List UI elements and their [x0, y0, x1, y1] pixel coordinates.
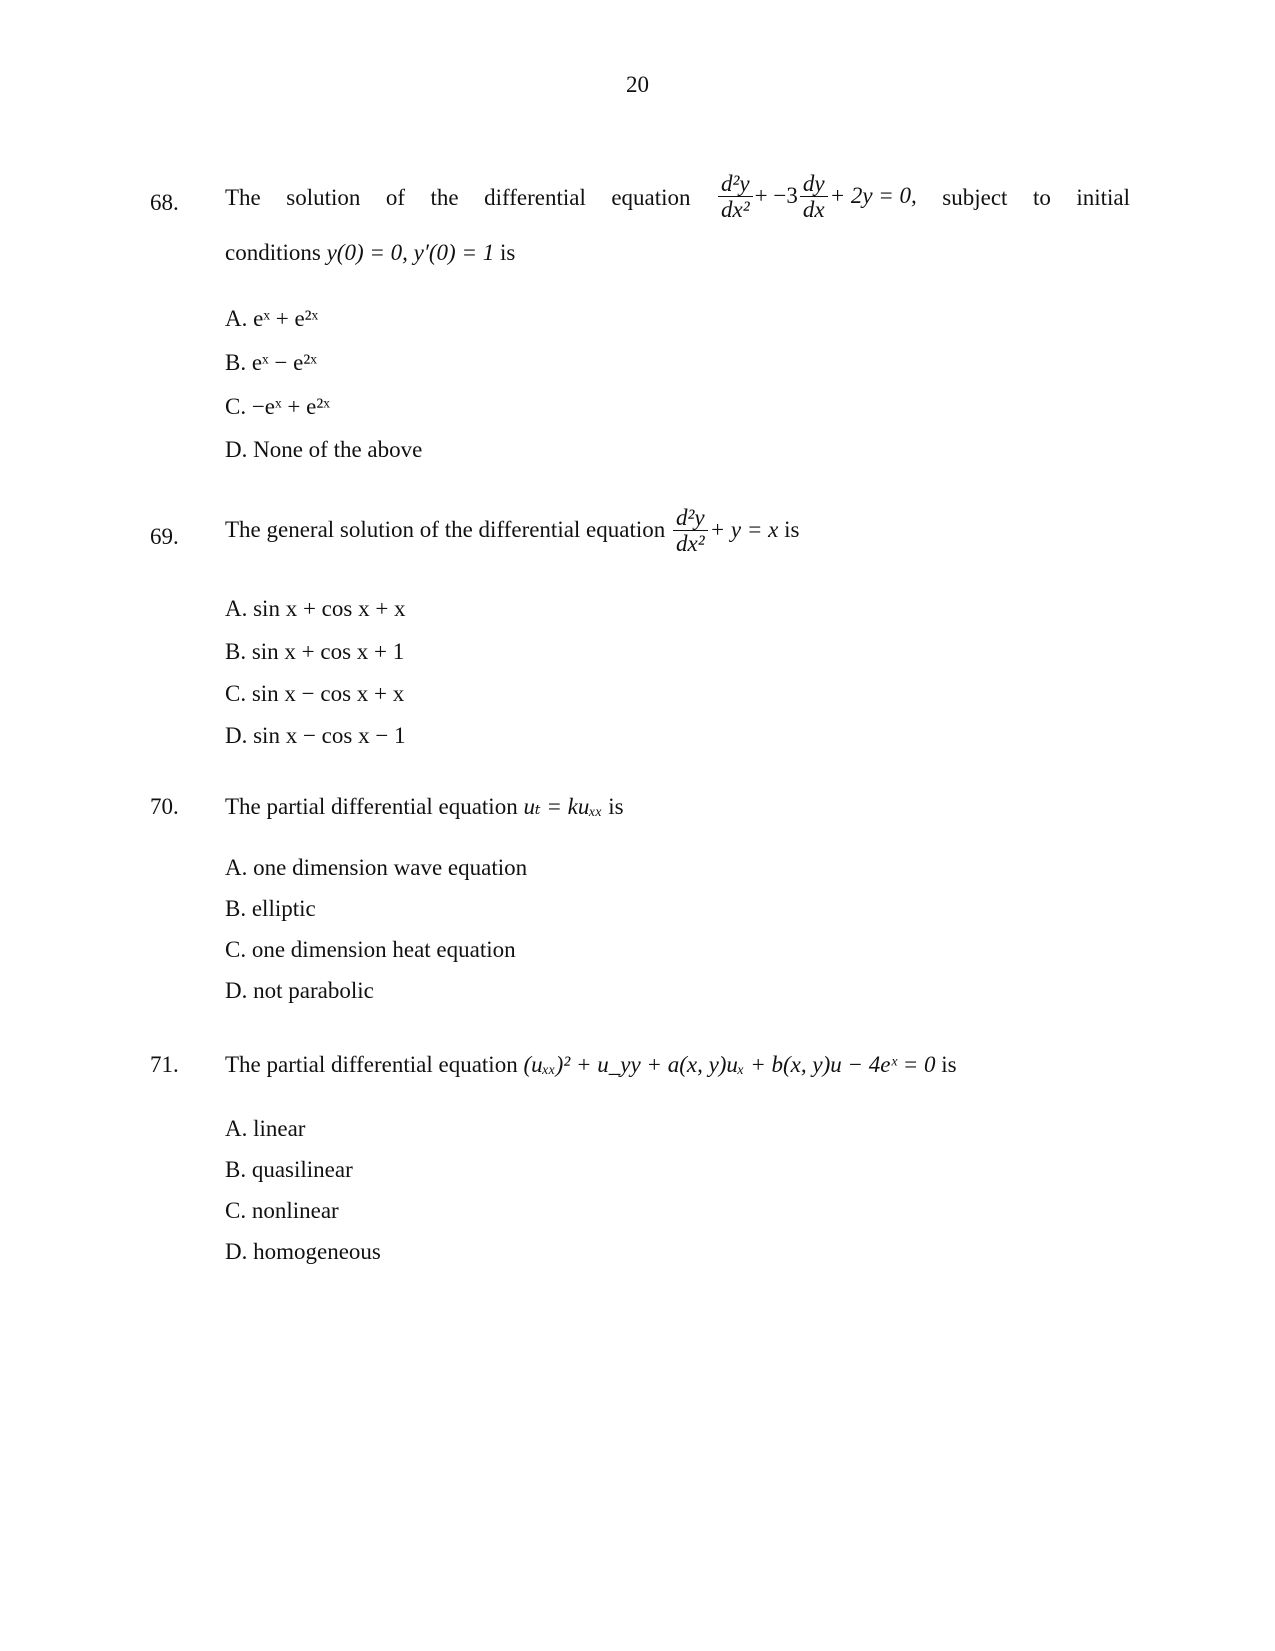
- question-text: [225, 506, 799, 558]
- fraction-numerator: d²y: [721, 171, 750, 196]
- fraction-denominator: dx²: [718, 196, 753, 223]
- equation: (uₓₓ)² + u_yy + a(x, y)uₓ + b(x, y)u − 4eˣ = 0: [523, 1052, 936, 1077]
- text: The general solution of the differential equation: [225, 517, 666, 543]
- text: conditions: [225, 240, 321, 265]
- option-a: A. eˣ + e²ˣ: [225, 306, 319, 331]
- option-a: A. sin x + cos x + x: [225, 596, 406, 621]
- option-c: C. sin x − cos x + x: [225, 681, 405, 706]
- question-text: [225, 794, 624, 820]
- question-number: 69.: [150, 524, 179, 549]
- option-b: B. elliptic: [225, 896, 316, 921]
- equation-tail: + y = x: [709, 517, 779, 543]
- fraction-numerator: dy: [802, 171, 825, 196]
- question-number: 71.: [150, 1052, 179, 1077]
- equation-tail: + 2y = 0,: [829, 183, 917, 209]
- question-number: 70.: [150, 794, 179, 819]
- text: is: [941, 1052, 957, 1077]
- option-b: B. sin x + cos x + 1: [225, 639, 405, 664]
- page-number: 20: [626, 72, 649, 97]
- option-c: C. −eˣ + e²ˣ: [225, 394, 330, 419]
- question-text-line1: [225, 172, 1130, 224]
- word: differential: [484, 184, 586, 210]
- word: solution: [286, 184, 361, 210]
- option-a: A. linear: [225, 1116, 306, 1141]
- fraction-denominator: dx: [800, 196, 828, 223]
- fraction-denominator: dx²: [673, 530, 708, 557]
- option-c: C. one dimension heat equation: [225, 937, 516, 962]
- text: The partial differential equation: [225, 1052, 518, 1077]
- fraction-d2y-dx2: [718, 172, 753, 224]
- word: the: [430, 184, 459, 210]
- word: subject: [942, 184, 1008, 210]
- option-d: D. homogeneous: [225, 1239, 381, 1264]
- option-d: D. not parabolic: [225, 978, 374, 1003]
- text: is: [784, 517, 800, 543]
- question-text-line2: [225, 240, 515, 266]
- text: The partial differential equation: [225, 794, 518, 819]
- question-number: 68.: [150, 190, 179, 215]
- option-a: A. one dimension wave equation: [225, 855, 528, 880]
- text: is: [499, 240, 516, 265]
- option-c: C. nonlinear: [225, 1198, 339, 1223]
- equation: [716, 172, 917, 224]
- word: to: [1032, 184, 1051, 210]
- question-text: [225, 1052, 957, 1078]
- option-d: D. None of the above: [225, 437, 423, 462]
- word: equation: [611, 184, 691, 210]
- text: is: [608, 794, 624, 819]
- option-b: B. quasilinear: [225, 1157, 353, 1182]
- fraction-numerator: d²y: [676, 505, 705, 530]
- word: The: [225, 184, 261, 210]
- equation: uₜ = kuₓₓ: [523, 794, 603, 819]
- fraction-d2y-dx2: [673, 506, 708, 558]
- option-b: B. eˣ − e²ˣ: [225, 350, 317, 375]
- initial-conditions: y(0) = 0, y′(0) = 1: [326, 240, 495, 265]
- word: initial: [1076, 184, 1130, 210]
- equation-middle: + −3: [754, 183, 798, 209]
- fraction-dy-dx: [800, 172, 828, 224]
- word: of: [385, 184, 406, 210]
- option-d: D. sin x − cos x − 1: [225, 723, 406, 748]
